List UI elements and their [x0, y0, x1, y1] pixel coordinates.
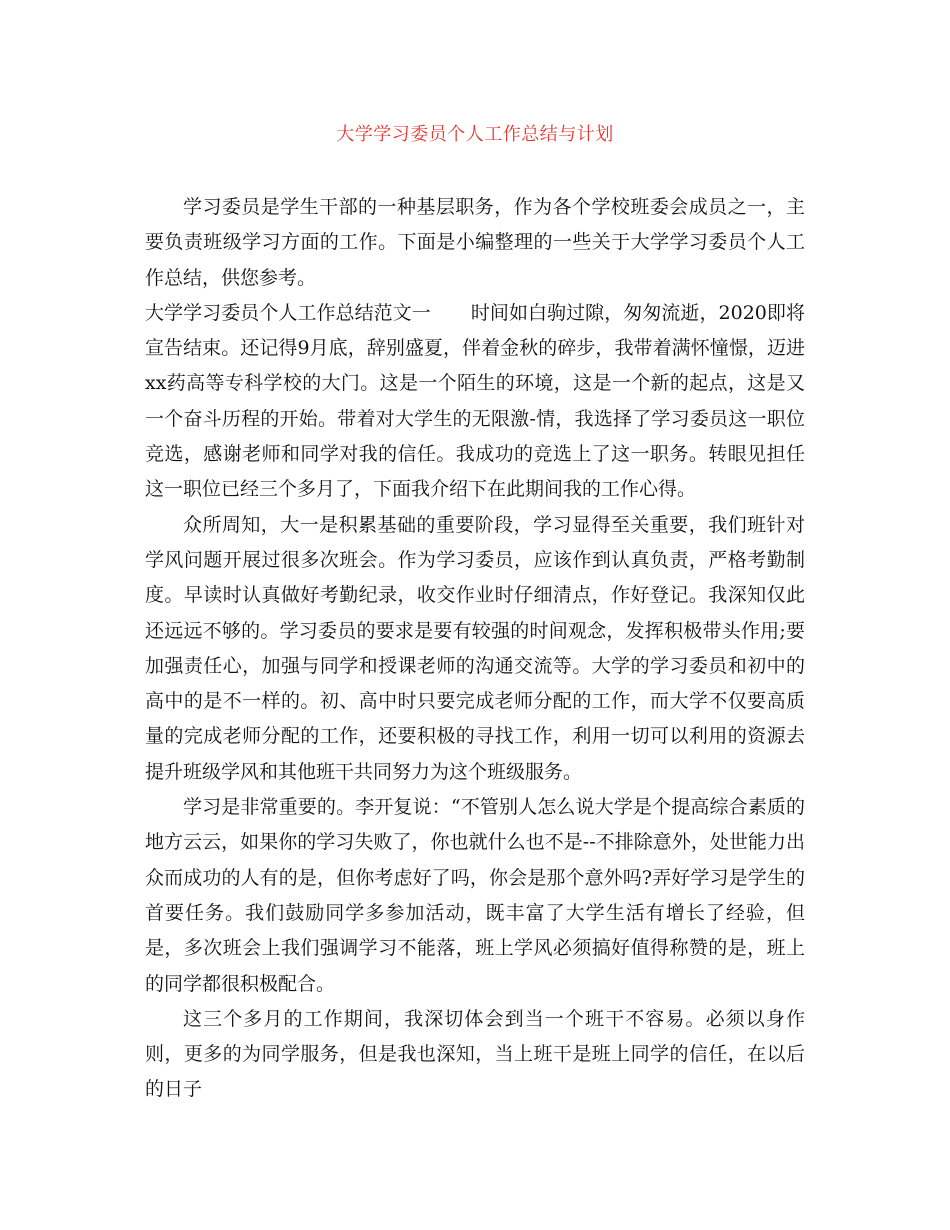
document-title: 大学学习委员个人工作总结与计划 — [336, 124, 614, 145]
body-paragraph-2: 学习是非常重要的。李开复说：“不管别人怎么说大学是个提高综合素质的地方云云，如果你的学习失败了，你也就什么也不是--不排除意外，处世能力出众而成功的人有的是，但你考虑好了吗，你会是那个意外吗?弄好学习是学生的首要任务。我们鼓励同学多参加活动，既丰富了大学生活有增长了经验，但是，多次班会上我们强调学习不能落，班上学风必须搞好值得称赞的是，班上的同学都很积极配合。 — [145, 796, 805, 995]
body-paragraph-1: 众所周知，大一是积累基础的重要阶段，学习显得至关重要，我们班针对学风问题开展过很多次班会。作为学习委员，应该作到认真负责，严格考勤制度。早读时认真做好考勤纪录，收交作业时仔细清点，作好登记。我深知仅此还远远不够的。学习委员的要求是要有较强的时间观念，发挥积极带头作用;要加强责任心，加强与同学和授课老师的沟通交流等。大学的学习委员和初中的高中的是不一样的。初、高中时只要完成老师分配的工作，而大学不仅要高质量的完成老师分配的工作，还要积极的寻找工作，利用一切可以利用的资源去提升班级学风和其他班干共同努力为这个班级服务。 — [145, 513, 805, 783]
intro-paragraph: 学习委员是学生干部的一种基层职务，作为各个学校班委会成员之一，主要负责班级学习方面的工作。下面是小编整理的一些关于大学学习委员个人工作总结，供您参考。 — [145, 196, 805, 289]
body-paragraph-3: 这三个多月的工作期间，我深切体会到当一个班干不容易。必须以身作则，更多的为同学服务，但是我也深知，当上班干是班上同学的信任，在以后的日子 — [145, 1007, 805, 1101]
section-paragraph — [145, 296, 805, 508]
document-body — [145, 190, 805, 1108]
section-first-paragraph: 时间如白驹过隙，匆匆流逝，2020即将宣告结束。还记得9月底，辞别盛夏，伴着金秋的碎步，我带着满怀憧憬，迈进xx药高等专科学校的大门。这是一个陌生的环境，这是一个新的起点，这是又一个奋斗历程的开始。带着对大学生的无限激-情，我选择了学习委员这一职位竞选，感谢老师和同学对我的信任。我成功的竞选上了这一职务。转眼见担任这一职位已经三个多月了，下面我介绍下在此期间我的工作心得。 — [145, 301, 805, 501]
section-heading: 大学学习委员个人工作总结范文一 — [145, 301, 431, 324]
